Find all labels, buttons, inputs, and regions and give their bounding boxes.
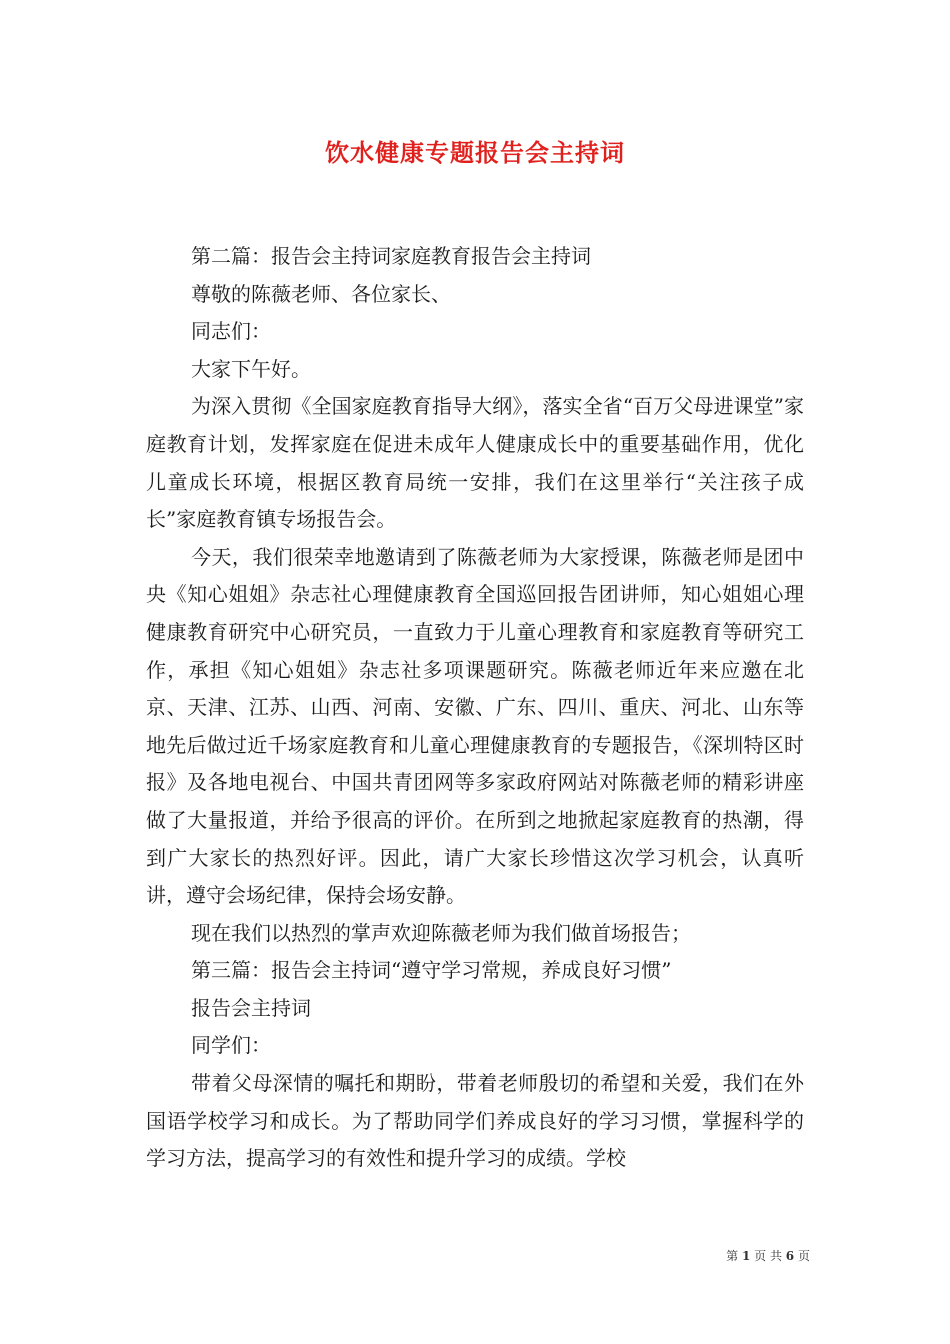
footer-middle: 页 共 [754,1249,782,1263]
salutation-line: 尊敬的陈薇老师、各位家长、 [191,281,451,306]
body-paragraph: 带着父母深情的嘱托和期盼，带着老师殷切的希望和关爱，我们在外国语学校学习和成长。为了帮助同学们养成良好的学习习惯，掌握科学的学习方法，提高学习的有效性和提升学习的成绩。学校 [146,1071,804,1171]
body-paragraph: 为深入贯彻《全国家庭教育指导大纲》，落实全省“百万父母进课堂”家庭教育计划，发挥家庭在促进未成年人健康成长中的重要基础作用，优化儿童成长环境，根据区教育局统一安排，我们在这里举行“关注孩子成长”家庭教育镇专场报告会。 [146,394,804,532]
document-body [146,238,804,1178]
salutation-line: 同学们： [191,1033,271,1058]
salutation-line: 同志们： [191,319,271,344]
footer-total-pages: 6 [785,1249,795,1263]
footer-current-page: 1 [741,1249,751,1263]
greeting-paragraph: 大家下午好。 [191,356,311,381]
page-number-footer [700,1247,810,1264]
footer-prefix: 第 [726,1249,739,1263]
footer-suffix: 页 [797,1249,810,1263]
body-paragraph: 今天，我们很荣幸地邀请到了陈薇老师为大家授课，陈薇老师是团中央《知心姐姐》杂志社心理健康教育全国巡回报告团讲师，知心姐姐心理健康教育研究中心研究员，一直致力于儿童心理教育和家庭教育等研究工作，承担《知心姐姐》杂志社多项课题研究。陈薇老师近年来应邀在北京、天津、江苏、山西、河南、安徽、广东、四川、重庆、河北、山东等地先后做过近千场家庭教育和儿童心理健康教育的专题报告，《深圳特区时报》及各地电视台、中国共青团网等多家政府网站对陈薇老师的精彩讲座做了大量报道，并给予很高的评价。在所到之地掀起家庭教育的热潮，得到广大家长的热烈好评。因此，请广大家长珍惜这次学习机会，认真听讲，遵守会场纪律，保持会场安静。 [146,544,804,908]
document-title: 饮水健康专题报告会主持词 [325,138,625,167]
body-paragraph: 现在我们以热烈的掌声欢迎陈薇老师为我们做首场报告； [191,920,691,945]
section-heading-2: 第二篇：报告会主持词家庭教育报告会主持词 [191,244,591,268]
section-heading-3: 第三篇：报告会主持词“遵守学习常规，养成良好习惯” [191,958,672,983]
section-subheading: 报告会主持词 [191,995,311,1020]
